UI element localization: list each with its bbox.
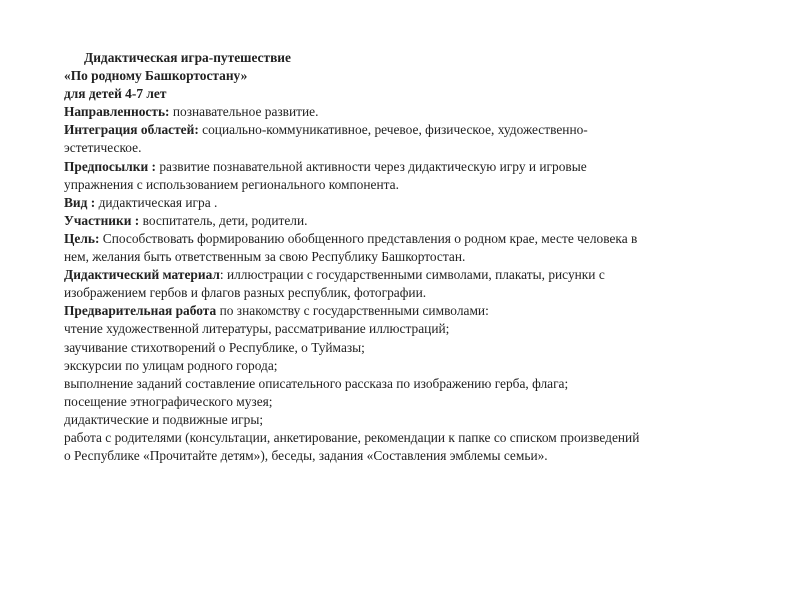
list-item: экскурсии по улицам родного города; xyxy=(64,357,278,373)
material-value: : иллюстрации с государственными символами, плакаты, рисунки с xyxy=(219,267,605,283)
preliminary-label: Предварительная работа xyxy=(64,303,217,319)
game-subtitle: «По родному Башкортостану» xyxy=(64,68,248,84)
document-body xyxy=(64,49,744,465)
game-title: Дидактическая игра-путешествие xyxy=(84,50,291,65)
integration-field xyxy=(64,121,744,139)
preliminary-field xyxy=(64,302,744,320)
direction-field xyxy=(64,103,744,121)
list-item: работа с родителями (консультации, анкетирование, рекомендации к папке со списком произведений xyxy=(64,429,640,445)
list-item: дидактические и подвижные игры; xyxy=(64,411,264,427)
goal-value: Способствовать формированию обобщенного представления о родном крае, месте человека в xyxy=(99,230,638,246)
prerequisites-field xyxy=(64,158,744,176)
participants-value: воспитатель, дети, родители. xyxy=(139,212,308,228)
prerequisites-value-cont: упражнения с использованием регионального компонента. xyxy=(64,176,399,192)
participants-label: Участники : xyxy=(64,212,140,228)
type-label: Вид : xyxy=(64,194,96,210)
participants-field xyxy=(64,212,744,230)
type-value: дидактическая игра . xyxy=(95,194,218,210)
material-value-cont: изображением гербов и флагов разных республик, фотографии. xyxy=(64,285,427,301)
list-item: о Республике «Прочитайте детям»), беседы, задания «Составления эмблемы семьи». xyxy=(64,448,548,464)
integration-label: Интеграция областей: xyxy=(64,122,199,138)
goal-value-cont: нем, желания быть ответственным за свою Республику Башкортостан. xyxy=(64,249,466,265)
age-group: для детей 4-7 лет xyxy=(64,86,167,102)
list-item: чтение художественной литературы, рассматривание иллюстраций; xyxy=(64,321,450,337)
material-label: Дидактический материал xyxy=(64,267,220,283)
integration-value-cont: эстетическое. xyxy=(64,140,142,156)
type-field xyxy=(64,194,744,212)
prerequisites-label: Предпосылки : xyxy=(64,158,156,174)
material-field xyxy=(64,266,744,284)
preliminary-value: по знакомству с государственными символами: xyxy=(216,303,489,319)
goal-field xyxy=(64,230,744,248)
goal-label: Цель: xyxy=(64,230,100,246)
list-item: выполнение заданий составление описательного рассказа по изображению герба, флага; xyxy=(64,375,569,391)
list-item: посещение этнографического музея; xyxy=(64,393,273,409)
direction-value: познавательное развитие. xyxy=(169,104,319,120)
prerequisites-value: развитие познавательной активности через дидактическую игру и игровые xyxy=(155,158,587,174)
integration-value: социально-коммуникативное, речевое, физическое, художественно- xyxy=(198,122,588,138)
direction-label: Направленность: xyxy=(64,104,170,120)
list-item: заучивание стихотворений о Республике, о Туймазы; xyxy=(64,339,365,355)
